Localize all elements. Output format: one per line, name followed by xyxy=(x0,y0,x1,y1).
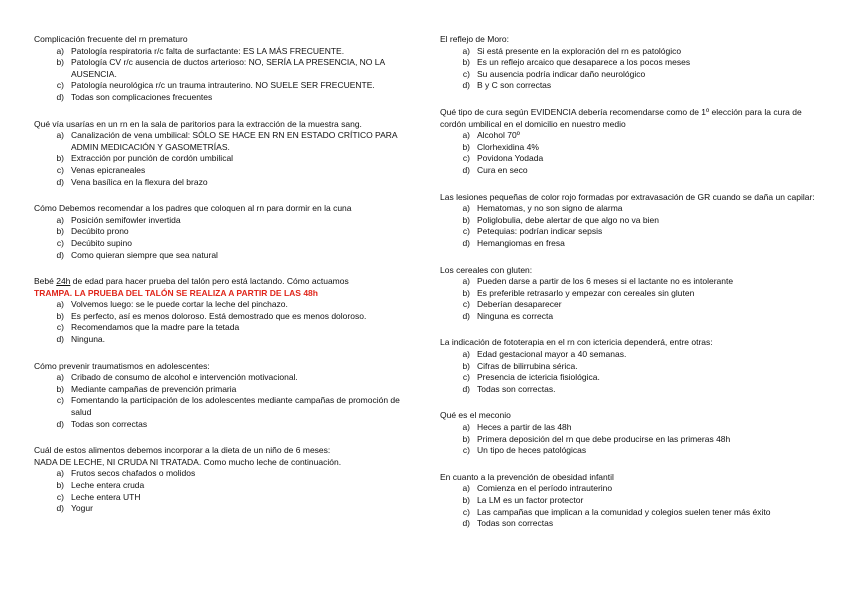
options-list xyxy=(34,372,406,430)
option xyxy=(34,177,406,189)
option xyxy=(34,384,406,396)
option xyxy=(440,361,820,373)
question-stem: Qué vía usarías en un rn en la sala de paritorios para la extracción de la muestra sang. xyxy=(34,118,362,129)
option-letter: a) xyxy=(56,214,64,225)
option-text: Presencia de ictericia fisiológica. xyxy=(477,372,600,383)
option-text: Vena basílica en la flexura del brazo xyxy=(71,176,208,187)
option xyxy=(34,492,406,504)
option xyxy=(34,480,406,492)
option-text: Es un reflejo arcaico que desaparece a los pocos meses xyxy=(477,57,691,68)
option-letter: d) xyxy=(56,503,64,514)
option-letter: a) xyxy=(462,422,470,433)
right-column xyxy=(440,34,820,545)
option xyxy=(440,518,820,530)
option-text: Patología CV r/c ausencia de ductos arterioso: NO, SERÍA LA PRESENCIA, NO LA AUSENCIA. xyxy=(71,57,385,79)
option-text: Patología respiratoria r/c falta de surfactante: ES LA MÁS FRECUENTE. xyxy=(71,45,345,56)
option xyxy=(440,46,820,58)
question-stem: En cuanto a la prevención de obesidad infantil xyxy=(440,471,614,482)
question-stem: Cómo Debemos recomendar a los padres que coloquen al rn para dormir en la cuna xyxy=(34,203,352,214)
options-list xyxy=(440,130,820,176)
option xyxy=(440,215,820,227)
option-text: Es perfecto, así es menos doloroso. Está demostrado que es menos doloroso. xyxy=(71,310,367,321)
option-letter: c) xyxy=(462,68,470,79)
option xyxy=(34,395,406,418)
option-text: Fomentando la participación de los adolescentes mediante campañas de promoción de salud xyxy=(71,395,400,418)
question-stem: Las lesiones pequeñas de color rojo formadas por extravasación de GR cuando se daña un capilar: xyxy=(440,191,815,202)
stem-pre: Bebé xyxy=(34,276,57,287)
options-list xyxy=(34,215,406,261)
question-block xyxy=(34,445,406,515)
option-letter: d) xyxy=(56,334,64,345)
question-block xyxy=(34,276,406,346)
option-letter: d) xyxy=(56,249,64,260)
option xyxy=(440,384,820,396)
option-text: Patología neurológica r/c un trauma intrauterino. NO SUELE SER FRECUENTE. xyxy=(71,80,375,91)
option-text: Ninguna es correcta xyxy=(477,310,554,321)
option xyxy=(440,495,820,507)
option xyxy=(34,299,406,311)
option-letter: b) xyxy=(56,383,64,394)
option-letter: b) xyxy=(462,57,470,68)
question-block xyxy=(440,107,820,177)
option-text: Decúbito supino xyxy=(71,237,132,248)
option xyxy=(440,507,820,519)
option xyxy=(440,130,820,142)
option-letter: b) xyxy=(56,480,64,490)
question-stem: Complicación frecuente del rn prematuro xyxy=(34,34,188,44)
option-text: Si está presente en la exploración del rn es patológico xyxy=(477,45,682,56)
option-text: Venas epicraneales xyxy=(71,164,146,175)
option-text: Canalización de vena umbilical: SÓLO SE HACE EN RN EN ESTADO CRÍTICO PARA ADMIN MEDICACIÓN Y GASOMETRÍAS. xyxy=(71,130,398,152)
option xyxy=(34,419,406,431)
option xyxy=(440,203,820,215)
option-letter: a) xyxy=(462,130,470,141)
option-text: Todas son correctas xyxy=(477,518,554,529)
option xyxy=(34,130,406,153)
question-block xyxy=(440,34,820,92)
option-letter: b) xyxy=(56,57,64,68)
option xyxy=(34,226,406,238)
option-letter: b) xyxy=(56,153,64,164)
option-letter: b) xyxy=(462,433,470,444)
options-list xyxy=(34,299,406,345)
options-list xyxy=(440,349,820,395)
question-stem: Qué es el meconio xyxy=(440,410,511,421)
option-text: Decúbito prono xyxy=(71,226,129,237)
option-letter: c) xyxy=(56,395,64,406)
option-letter: a) xyxy=(462,483,470,494)
option-text: Cura en seco xyxy=(477,164,528,175)
question-block xyxy=(34,361,406,431)
option xyxy=(440,153,820,165)
options-list xyxy=(440,46,820,92)
stem-post: de edad para hacer prueba del talón pero está lactando. Cómo actuamos xyxy=(70,276,349,287)
option-text: Volvemos luego: se le puede cortar la leche del pinchazo. xyxy=(71,299,288,310)
option-letter: b) xyxy=(462,360,470,371)
option-letter: a) xyxy=(56,45,64,56)
option xyxy=(34,334,406,346)
option xyxy=(34,80,406,92)
option xyxy=(34,468,406,480)
option-letter: c) xyxy=(56,491,64,502)
question-block xyxy=(440,410,820,456)
options-list xyxy=(440,483,820,529)
option-letter: b) xyxy=(462,287,470,298)
option xyxy=(440,422,820,434)
option-letter: d) xyxy=(56,91,64,102)
option xyxy=(440,57,820,69)
options-list xyxy=(440,203,820,249)
option-letter: b) xyxy=(462,141,470,152)
option-text: Todas son correctas xyxy=(71,418,148,429)
question-block xyxy=(34,119,406,189)
options-list xyxy=(34,130,406,188)
option xyxy=(440,226,820,238)
option xyxy=(440,445,820,457)
option xyxy=(34,92,406,104)
option-letter: a) xyxy=(56,468,64,479)
option-text: Su ausencia podría indicar daño neurológico xyxy=(477,68,646,79)
option-text: Hemangiomas en fresa xyxy=(477,237,565,248)
option-letter: c) xyxy=(56,164,64,175)
option xyxy=(440,434,820,446)
option-letter: c) xyxy=(56,237,64,248)
answer-note: TRAMPA. LA PRUEBA DEL TALÓN SE REALIZA A PARTIR DE LAS 48h xyxy=(34,287,318,298)
question-block xyxy=(440,472,820,530)
option-text: Yogur xyxy=(71,503,93,514)
option xyxy=(440,142,820,154)
option-letter: a) xyxy=(462,203,470,214)
options-list xyxy=(440,422,820,457)
options-list xyxy=(34,46,406,104)
left-column xyxy=(34,34,406,530)
option-text: Comienza en el período intrauterino xyxy=(477,483,613,494)
option xyxy=(34,372,406,384)
option-letter: b) xyxy=(56,226,64,237)
question-stem: Cómo prevenir traumatismos en adolescentes: xyxy=(34,360,210,371)
option-letter: c) xyxy=(462,153,470,164)
option-text: Cribado de consumo de alcohol e intervención motivacional. xyxy=(71,372,298,383)
option xyxy=(440,69,820,81)
option-text: Alcohol 70º xyxy=(477,130,520,141)
option-letter: c) xyxy=(462,299,470,310)
option-text: Heces a partir de las 48h xyxy=(477,422,572,433)
option xyxy=(440,288,820,300)
option-letter: b) xyxy=(462,214,470,225)
option-text: Todas son complicaciones frecuentes xyxy=(71,91,213,102)
option-letter: a) xyxy=(56,299,64,310)
option xyxy=(34,46,406,58)
option-text: Cifras de bilirrubina sérica. xyxy=(477,360,578,371)
option-letter: c) xyxy=(462,445,470,456)
option xyxy=(440,299,820,311)
option-text: Es preferible retrasarlo y empezar con cereales sin gluten xyxy=(477,287,695,298)
option-text: Un tipo de heces patológicas xyxy=(477,445,587,456)
option xyxy=(440,372,820,384)
option-text: Extracción por punción de cordón umbilical xyxy=(71,153,234,164)
option-text: Clorhexidina 4% xyxy=(477,141,539,152)
question-block xyxy=(34,34,406,104)
question-stem: Los cereales con gluten: xyxy=(440,264,533,275)
option xyxy=(440,483,820,495)
option-text: Pueden darse a partir de los 6 meses si el lactante no es intolerante xyxy=(477,276,734,287)
option-letter: c) xyxy=(462,372,470,383)
options-list xyxy=(34,468,406,514)
option xyxy=(440,238,820,250)
option-text: Leche entera cruda xyxy=(71,480,145,490)
option-text: Las campañas que implican a la comunidad y colegios suelen tener más éxito xyxy=(477,506,771,517)
question-stem: La indicación de fototerapia en el rn con ictericia dependerá, entre otras: xyxy=(440,337,713,348)
option xyxy=(34,250,406,262)
option-letter: c) xyxy=(56,80,64,91)
question-stem xyxy=(34,276,406,288)
option-text: Todas son correctas. xyxy=(477,383,556,394)
question-stem: Cuál de estos alimentos debemos incorporar a la dieta de un niño de 6 meses: xyxy=(34,445,331,456)
question-block xyxy=(440,265,820,323)
question-stem: Qué tipo de cura según EVIDENCIA debería recomendarse como de 1º elección para la cura de cordón umbilical en el domicilio en nuestro medio xyxy=(440,106,802,129)
option-letter: c) xyxy=(462,226,470,237)
option-text: B y C son correctas xyxy=(477,80,552,91)
option-letter: a) xyxy=(56,372,64,383)
option-letter: d) xyxy=(56,176,64,187)
option-letter: b) xyxy=(462,495,470,505)
option-letter: d) xyxy=(462,383,470,394)
option-text: La LM es un factor protector xyxy=(477,495,584,505)
option xyxy=(34,57,406,80)
option-letter: c) xyxy=(462,506,470,517)
option-letter: c) xyxy=(56,322,64,333)
option-text: Petequias: podrían indicar sepsis xyxy=(477,226,603,237)
option-text: Primera deposición del rn que debe producirse en las primeras 48h xyxy=(477,433,731,444)
option xyxy=(440,165,820,177)
option-text: Recomendamos que la madre pare la tetada xyxy=(71,322,240,333)
option-text: Mediante campañas de prevención primaria xyxy=(71,383,237,394)
question-block xyxy=(440,192,820,250)
option-letter: d) xyxy=(462,164,470,175)
option-letter: d) xyxy=(56,418,64,429)
option xyxy=(34,153,406,165)
option-text: Edad gestacional mayor a 40 semanas. xyxy=(477,349,627,360)
option-letter: b) xyxy=(56,310,64,321)
option-text: Hematomas, y no son signo de alarma xyxy=(477,203,623,214)
option-letter: a) xyxy=(462,349,470,360)
option xyxy=(440,311,820,323)
option xyxy=(34,215,406,227)
option-text: Poliglobulia, debe alertar de que algo no va bien xyxy=(477,214,659,225)
question-block xyxy=(440,337,820,395)
option-letter: d) xyxy=(462,237,470,248)
option xyxy=(440,349,820,361)
option-letter: d) xyxy=(462,80,470,91)
option-text: Frutos secos chafados o molidos xyxy=(71,468,196,479)
option-letter: a) xyxy=(56,130,64,141)
option xyxy=(34,165,406,177)
option-text: Posición semifowler invertida xyxy=(71,214,181,225)
option xyxy=(34,503,406,515)
option-text: Povidona Yodada xyxy=(477,153,544,164)
option xyxy=(34,238,406,250)
option-letter: a) xyxy=(462,276,470,287)
option xyxy=(440,276,820,288)
option-text: Ninguna. xyxy=(71,334,106,345)
options-list xyxy=(440,276,820,322)
answer-note: NADA DE LECHE, NI CRUDA NI TRATADA. Como mucho leche de continuación. xyxy=(34,456,342,467)
option-letter: a) xyxy=(462,45,470,56)
option-text: Como quieran siempre que sea natural xyxy=(71,249,218,260)
option-letter: d) xyxy=(462,310,470,321)
option xyxy=(34,311,406,323)
option xyxy=(34,322,406,334)
option-text: Deberían desaparecer xyxy=(477,299,562,310)
stem-underlined: 24h xyxy=(56,276,71,287)
option xyxy=(440,80,820,92)
option-letter: d) xyxy=(462,518,470,529)
question-block xyxy=(34,203,406,261)
question-stem: El reflejo de Moro: xyxy=(440,34,509,44)
option-text: Leche entera UTH xyxy=(71,491,141,502)
